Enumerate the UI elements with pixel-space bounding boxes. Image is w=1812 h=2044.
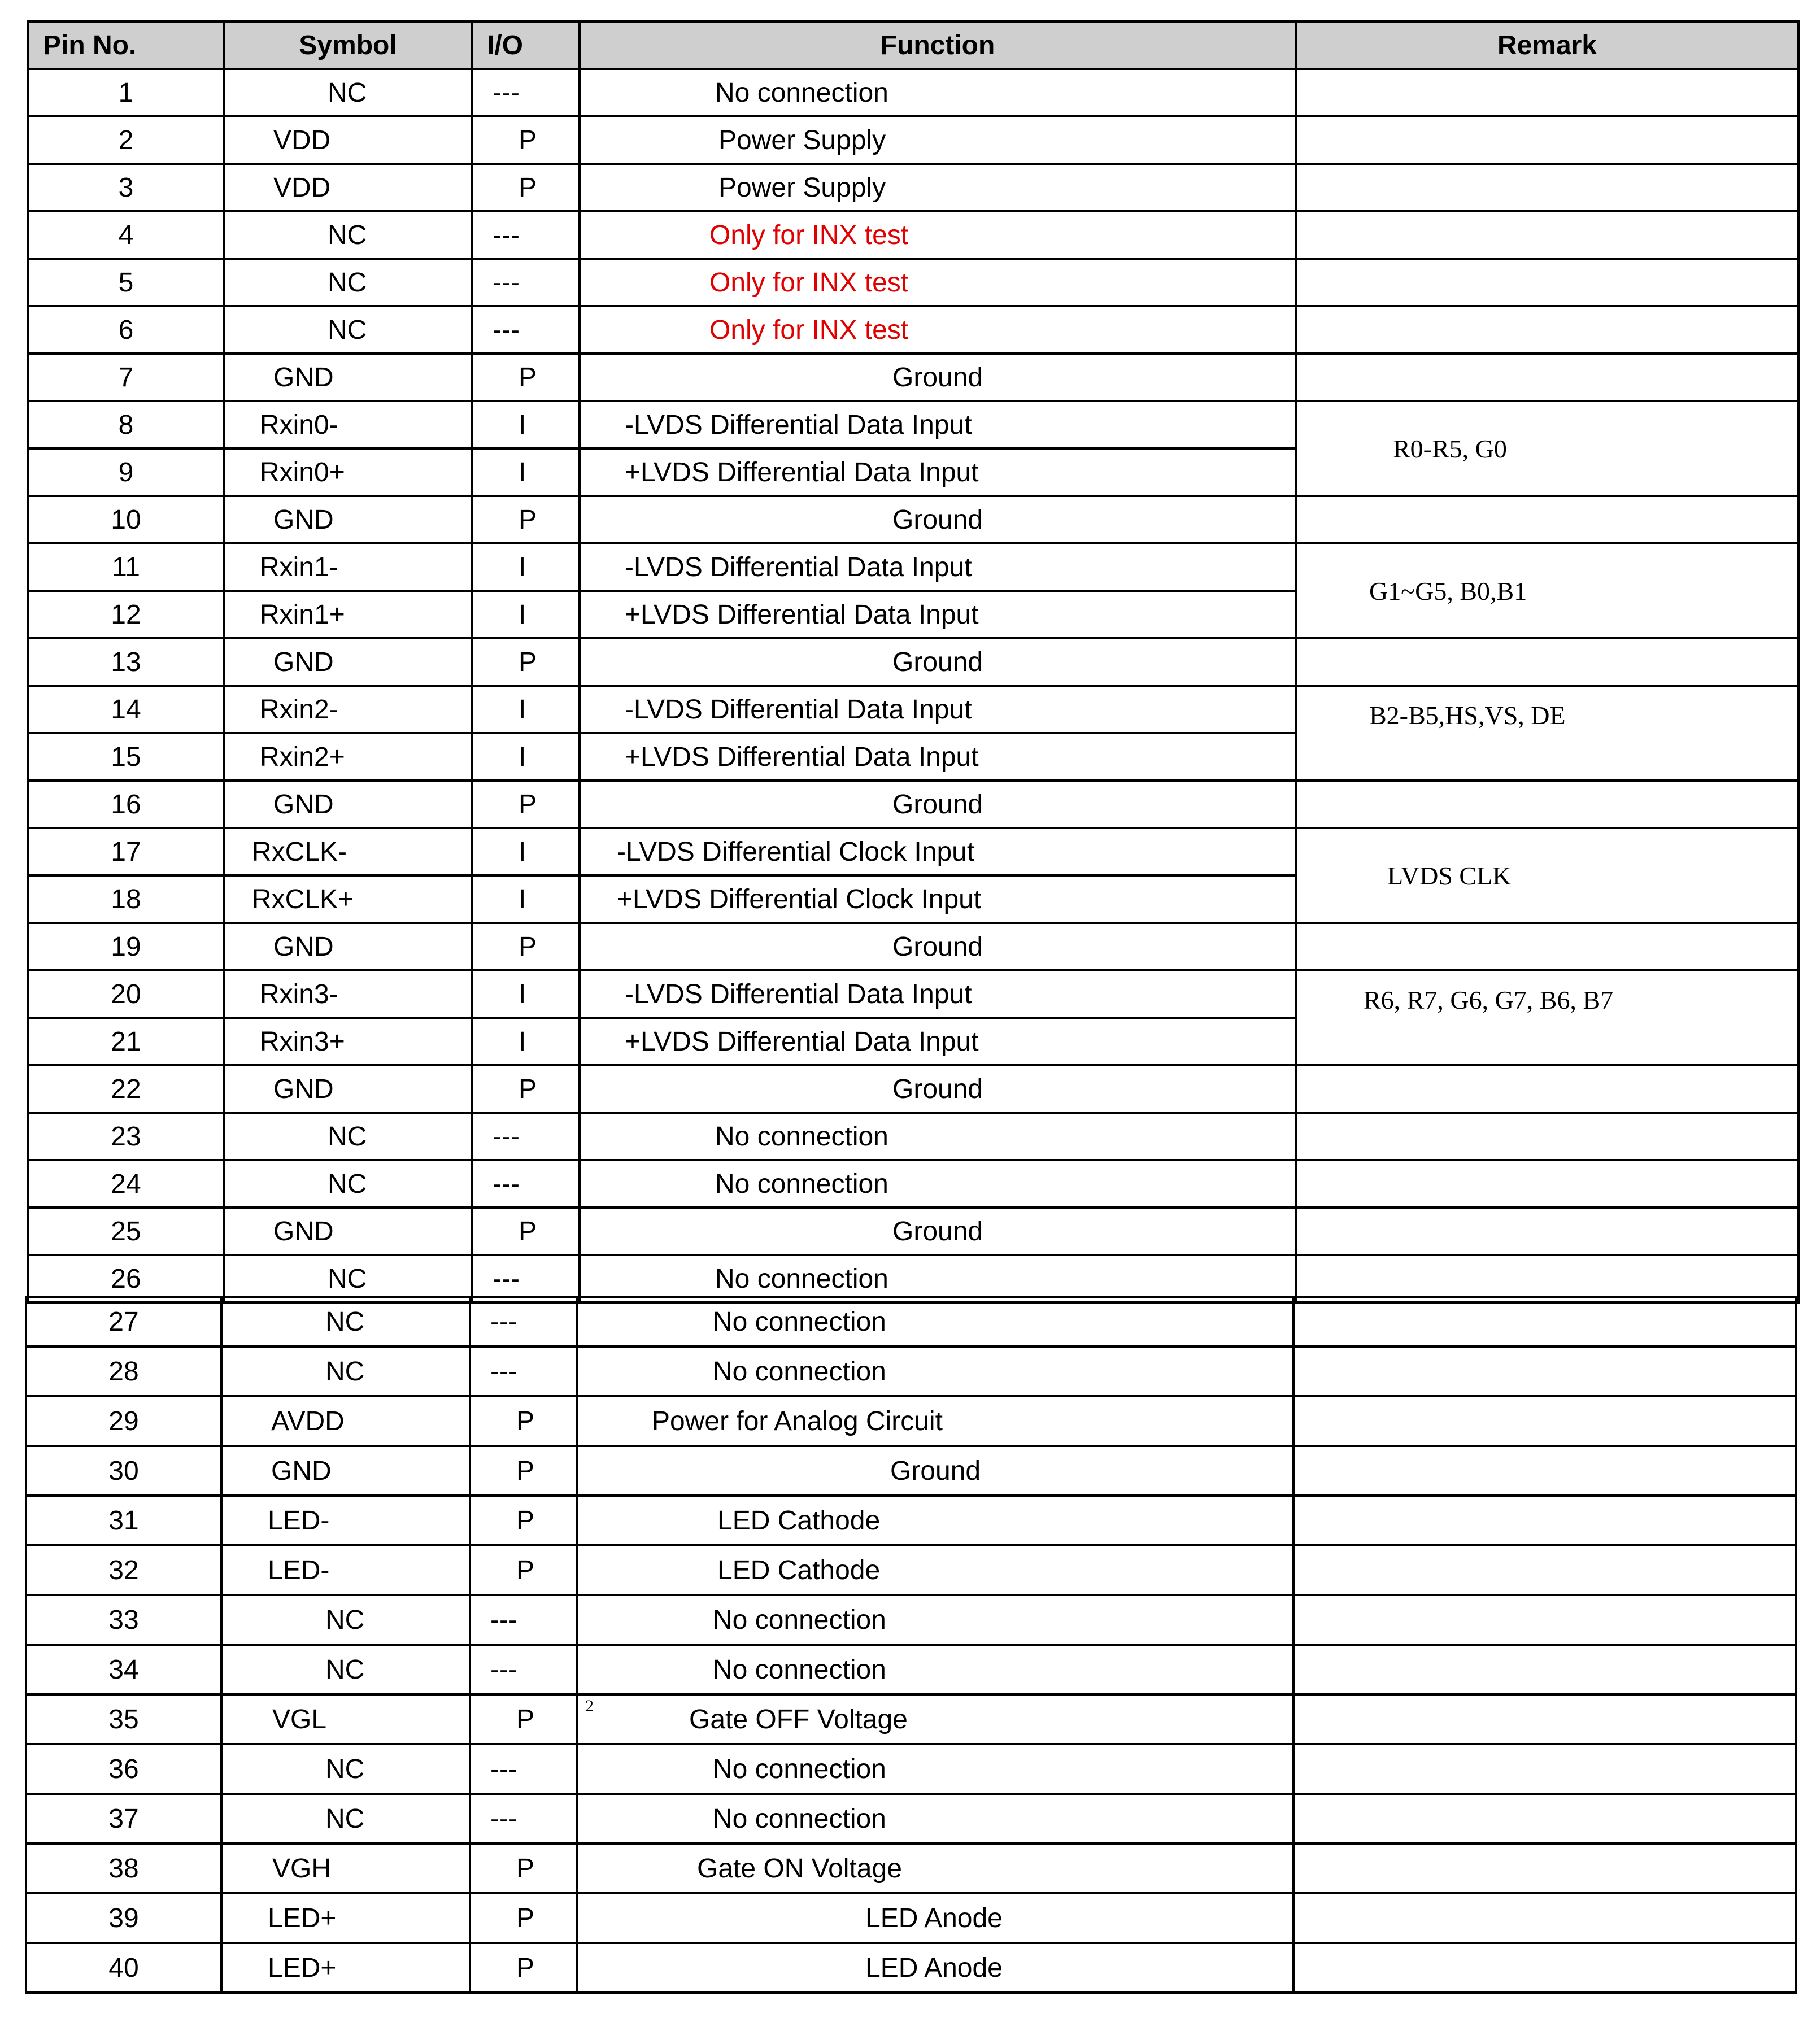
pin-function: Ground	[580, 496, 1296, 543]
pin-symbol: GND	[224, 496, 472, 543]
pin-function: +LVDS Differential Data Input	[580, 1018, 1296, 1065]
pin-function: -LVDS Differential Data Input	[580, 686, 1296, 733]
pin-remark	[1296, 354, 1798, 401]
pin-number: 26	[28, 1255, 224, 1302]
pin-symbol: RxCLK-	[224, 828, 472, 875]
pin-function: LED Cathode	[577, 1496, 1293, 1545]
pin-io: P	[470, 1545, 577, 1595]
pin-function: No connection	[580, 1113, 1296, 1160]
pin-remark-group: B2-B5,HS,VS, DE	[1296, 686, 1798, 781]
pin-number: 30	[26, 1446, 221, 1496]
pin-function: +LVDS Differential Clock Input	[580, 875, 1296, 923]
header-symbol: Symbol	[224, 21, 472, 69]
pin-remark-group: R6, R7, G6, G7, B6, B7	[1296, 970, 1798, 1065]
pin-number: 8	[28, 401, 224, 448]
pin-function: Power Supply	[580, 164, 1296, 211]
pin-number: 7	[28, 354, 224, 401]
pin-symbol: NC	[224, 69, 472, 116]
pin-number: 4	[28, 211, 224, 259]
pin-function: Ground	[580, 354, 1296, 401]
table-row	[28, 638, 1798, 686]
pin-symbol: NC	[221, 1297, 470, 1346]
table-row	[28, 164, 1798, 211]
pin-symbol: VDD	[224, 116, 472, 164]
pin-symbol: Rxin0-	[224, 401, 472, 448]
table-row	[28, 69, 1798, 116]
table-row	[26, 1496, 1796, 1545]
table-row	[26, 1595, 1796, 1645]
table-row	[26, 1545, 1796, 1595]
pin-remark	[1293, 1893, 1796, 1943]
pin-symbol: AVDD	[221, 1396, 470, 1446]
pin-io: I	[472, 591, 580, 638]
pin-io: ---	[472, 1255, 580, 1302]
pin-number: 32	[26, 1545, 221, 1595]
pin-function: Power for Analog Circuit	[577, 1396, 1293, 1446]
pin-function: +LVDS Differential Data Input	[580, 448, 1296, 496]
pin-io: I	[472, 1018, 580, 1065]
pin-function-highlighted: Only for INX test	[580, 259, 1296, 306]
pin-symbol: NC	[224, 1160, 472, 1208]
pin-io: P	[472, 116, 580, 164]
header-io: I/O	[472, 21, 580, 69]
pin-function: No connection	[577, 1794, 1293, 1843]
pin-io: ---	[470, 1794, 577, 1843]
pin-io: ---	[472, 1160, 580, 1208]
pin-function: No connection	[577, 1744, 1293, 1794]
pin-io: I	[472, 828, 580, 875]
pin-remark	[1293, 1496, 1796, 1545]
pin-io: ---	[472, 211, 580, 259]
pin-number: 33	[26, 1595, 221, 1645]
pin-symbol: Rxin2+	[224, 733, 472, 781]
pin-function: -LVDS Differential Data Input	[580, 970, 1296, 1018]
pin-remark	[1296, 923, 1798, 970]
table-header-row	[28, 21, 1798, 69]
pin-io: ---	[470, 1645, 577, 1694]
pin-number: 20	[28, 970, 224, 1018]
pin-function: Ground	[577, 1446, 1293, 1496]
pin-symbol: GND	[224, 1065, 472, 1113]
table-row	[28, 686, 1798, 733]
table-row	[28, 1160, 1798, 1208]
pin-symbol: GND	[224, 1208, 472, 1255]
pin-remark	[1293, 1694, 1796, 1744]
pin-remark	[1293, 1645, 1796, 1694]
pin-number: 17	[28, 828, 224, 875]
pin-function: No connection	[577, 1595, 1293, 1645]
table-row	[28, 970, 1798, 1018]
pin-symbol: Rxin1-	[224, 543, 472, 591]
pin-function: Gate ON Voltage	[577, 1843, 1293, 1893]
pin-symbol: Rxin0+	[224, 448, 472, 496]
pin-remark	[1296, 1113, 1798, 1160]
pin-symbol: NC	[224, 1113, 472, 1160]
pin-io: P	[470, 1843, 577, 1893]
pin-symbol: GND	[221, 1446, 470, 1496]
pin-function: -LVDS Differential Clock Input	[580, 828, 1296, 875]
pin-remark-group: G1~G5, B0,B1	[1296, 543, 1798, 638]
pin-symbol: LED-	[221, 1545, 470, 1595]
pin-function: LED Anode	[577, 1893, 1293, 1943]
table-row	[28, 401, 1798, 448]
table-row	[28, 828, 1798, 875]
table-row	[28, 543, 1798, 591]
pin-symbol: LED-	[221, 1496, 470, 1545]
pin-remark	[1296, 1208, 1798, 1255]
header-pin-no: Pin No.	[28, 21, 224, 69]
pin-symbol: GND	[224, 354, 472, 401]
pin-number: 23	[28, 1113, 224, 1160]
table-row	[26, 1744, 1796, 1794]
pin-symbol: RxCLK+	[224, 875, 472, 923]
table-row	[28, 259, 1798, 306]
pin-number: 22	[28, 1065, 224, 1113]
table-row	[28, 923, 1798, 970]
pin-remark	[1293, 1346, 1796, 1396]
pin-remark	[1296, 116, 1798, 164]
pin-io: P	[470, 1694, 577, 1744]
pin-number: 34	[26, 1645, 221, 1694]
pin-remark	[1296, 1065, 1798, 1113]
table-row	[26, 1645, 1796, 1694]
pin-remark	[1293, 1396, 1796, 1446]
pin-symbol: NC	[221, 1595, 470, 1645]
pin-number: 15	[28, 733, 224, 781]
header-function: Function	[580, 21, 1296, 69]
pin-io: I	[472, 875, 580, 923]
pin-number: 18	[28, 875, 224, 923]
pin-function-highlighted: Only for INX test	[580, 211, 1296, 259]
pin-function: LED Cathode	[577, 1545, 1293, 1595]
pin-io: I	[472, 686, 580, 733]
pin-function: No connection	[580, 1255, 1296, 1302]
pin-remark	[1296, 69, 1798, 116]
pin-function: -LVDS Differential Data Input	[580, 401, 1296, 448]
pin-number: 5	[28, 259, 224, 306]
pin-number: 24	[28, 1160, 224, 1208]
pin-io: ---	[470, 1297, 577, 1346]
pin-function: No connection	[580, 69, 1296, 116]
pin-number: 31	[26, 1496, 221, 1545]
footnote-mark: 2	[585, 1697, 594, 1715]
pin-remark-group: R0-R5, G0	[1296, 401, 1798, 496]
pin-remark	[1296, 638, 1798, 686]
pin-io: P	[472, 1208, 580, 1255]
pin-function: No connection	[577, 1346, 1293, 1396]
pin-remark	[1293, 1297, 1796, 1346]
pin-number: 27	[26, 1297, 221, 1346]
pin-remark	[1293, 1794, 1796, 1843]
table-row	[26, 1843, 1796, 1893]
pin-function: Ground	[580, 1065, 1296, 1113]
pin-remark-group: LVDS CLK	[1296, 828, 1798, 923]
table-row	[26, 1346, 1796, 1396]
pin-symbol: Rxin1+	[224, 591, 472, 638]
pin-remark	[1296, 306, 1798, 354]
pin-remark	[1293, 1545, 1796, 1595]
pin-function: Ground	[580, 638, 1296, 686]
pin-symbol: VGL	[221, 1694, 470, 1744]
pin-io: I	[472, 448, 580, 496]
pin-io: P	[470, 1943, 577, 1993]
pin-number: 36	[26, 1744, 221, 1794]
pin-symbol: NC	[221, 1744, 470, 1794]
pin-symbol: VGH	[221, 1843, 470, 1893]
pin-number: 12	[28, 591, 224, 638]
pin-function: Gate OFF Voltage	[689, 1704, 908, 1734]
pin-remark	[1293, 1446, 1796, 1496]
table-row	[26, 1396, 1796, 1446]
table-row	[28, 496, 1798, 543]
pin-io: I	[472, 733, 580, 781]
pin-io: I	[472, 970, 580, 1018]
pin-function: No connection	[577, 1297, 1293, 1346]
pin-number: 3	[28, 164, 224, 211]
pin-function: -LVDS Differential Data Input	[580, 543, 1296, 591]
pin-number: 9	[28, 448, 224, 496]
pin-function: +LVDS Differential Data Input	[580, 733, 1296, 781]
pin-symbol: GND	[224, 781, 472, 828]
pin-symbol: NC	[221, 1794, 470, 1843]
pin-number: 40	[26, 1943, 221, 1993]
pin-number: 21	[28, 1018, 224, 1065]
table-row	[28, 354, 1798, 401]
pin-number: 2	[28, 116, 224, 164]
pin-number: 13	[28, 638, 224, 686]
pin-function: Ground	[580, 781, 1296, 828]
pin-io: I	[472, 401, 580, 448]
table-row	[28, 1113, 1798, 1160]
pin-io: P	[470, 1893, 577, 1943]
pin-io: ---	[472, 259, 580, 306]
table-row	[26, 1694, 1796, 1744]
pin-number: 19	[28, 923, 224, 970]
pin-function: No connection	[580, 1160, 1296, 1208]
pin-number: 11	[28, 543, 224, 591]
pin-function-cell	[577, 1694, 1293, 1744]
pin-io: P	[472, 638, 580, 686]
pin-number: 25	[28, 1208, 224, 1255]
table-row	[28, 306, 1798, 354]
table-row	[26, 1943, 1796, 1993]
pin-io: ---	[472, 69, 580, 116]
pin-function: +LVDS Differential Data Input	[580, 591, 1296, 638]
pin-io: P	[472, 496, 580, 543]
pin-number: 10	[28, 496, 224, 543]
pin-symbol: LED+	[221, 1943, 470, 1993]
pin-number: 6	[28, 306, 224, 354]
pin-symbol: NC	[224, 306, 472, 354]
pin-function: LED Anode	[577, 1943, 1293, 1993]
table-row	[26, 1893, 1796, 1943]
pin-io: P	[472, 164, 580, 211]
pin-remark	[1296, 781, 1798, 828]
pin-remark	[1293, 1943, 1796, 1993]
pin-number: 37	[26, 1794, 221, 1843]
pin-number: 38	[26, 1843, 221, 1893]
pin-remark	[1296, 164, 1798, 211]
pin-function: Ground	[580, 923, 1296, 970]
table-row	[28, 116, 1798, 164]
pin-symbol: NC	[221, 1346, 470, 1396]
pin-remark	[1293, 1843, 1796, 1893]
pin-io: P	[470, 1396, 577, 1446]
pin-io: ---	[470, 1595, 577, 1645]
pin-symbol: GND	[224, 638, 472, 686]
table-row	[28, 1208, 1798, 1255]
pin-function: Ground	[580, 1208, 1296, 1255]
pin-symbol: NC	[224, 1255, 472, 1302]
pin-function: No connection	[577, 1645, 1293, 1694]
table-row	[26, 1297, 1796, 1346]
pin-io: ---	[470, 1744, 577, 1794]
table-row	[26, 1794, 1796, 1843]
pin-symbol: NC	[224, 259, 472, 306]
pin-io: P	[472, 354, 580, 401]
pin-assignment-table-top	[27, 20, 1800, 1304]
pin-remark	[1293, 1595, 1796, 1645]
pin-io: P	[470, 1446, 577, 1496]
pin-io: I	[472, 543, 580, 591]
pin-number: 1	[28, 69, 224, 116]
pin-symbol: VDD	[224, 164, 472, 211]
pin-remark	[1296, 496, 1798, 543]
pin-io: P	[472, 1065, 580, 1113]
pin-symbol: Rxin2-	[224, 686, 472, 733]
pin-number: 29	[26, 1396, 221, 1446]
table-row	[28, 1065, 1798, 1113]
pin-number: 35	[26, 1694, 221, 1744]
pin-number: 28	[26, 1346, 221, 1396]
pin-symbol: Rxin3+	[224, 1018, 472, 1065]
pin-function: Power Supply	[580, 116, 1296, 164]
pin-remark	[1296, 259, 1798, 306]
pin-io: ---	[470, 1346, 577, 1396]
pin-io: P	[472, 781, 580, 828]
pin-remark	[1293, 1744, 1796, 1794]
pin-io: P	[472, 923, 580, 970]
pin-assignment-table-bottom	[25, 1296, 1797, 1994]
pin-number: 16	[28, 781, 224, 828]
pin-number: 39	[26, 1893, 221, 1943]
table-row	[28, 211, 1798, 259]
pin-io: ---	[472, 1113, 580, 1160]
table-row	[26, 1446, 1796, 1496]
header-remark: Remark	[1296, 21, 1798, 69]
pin-symbol: Rxin3-	[224, 970, 472, 1018]
pin-io: P	[470, 1496, 577, 1545]
pin-symbol: NC	[224, 211, 472, 259]
pin-io: ---	[472, 306, 580, 354]
pin-symbol: NC	[221, 1645, 470, 1694]
pin-remark	[1296, 1160, 1798, 1208]
pin-function-highlighted: Only for INX test	[580, 306, 1296, 354]
table-row	[28, 781, 1798, 828]
pin-symbol: GND	[224, 923, 472, 970]
pin-number: 14	[28, 686, 224, 733]
pin-symbol: LED+	[221, 1893, 470, 1943]
pin-remark	[1296, 211, 1798, 259]
